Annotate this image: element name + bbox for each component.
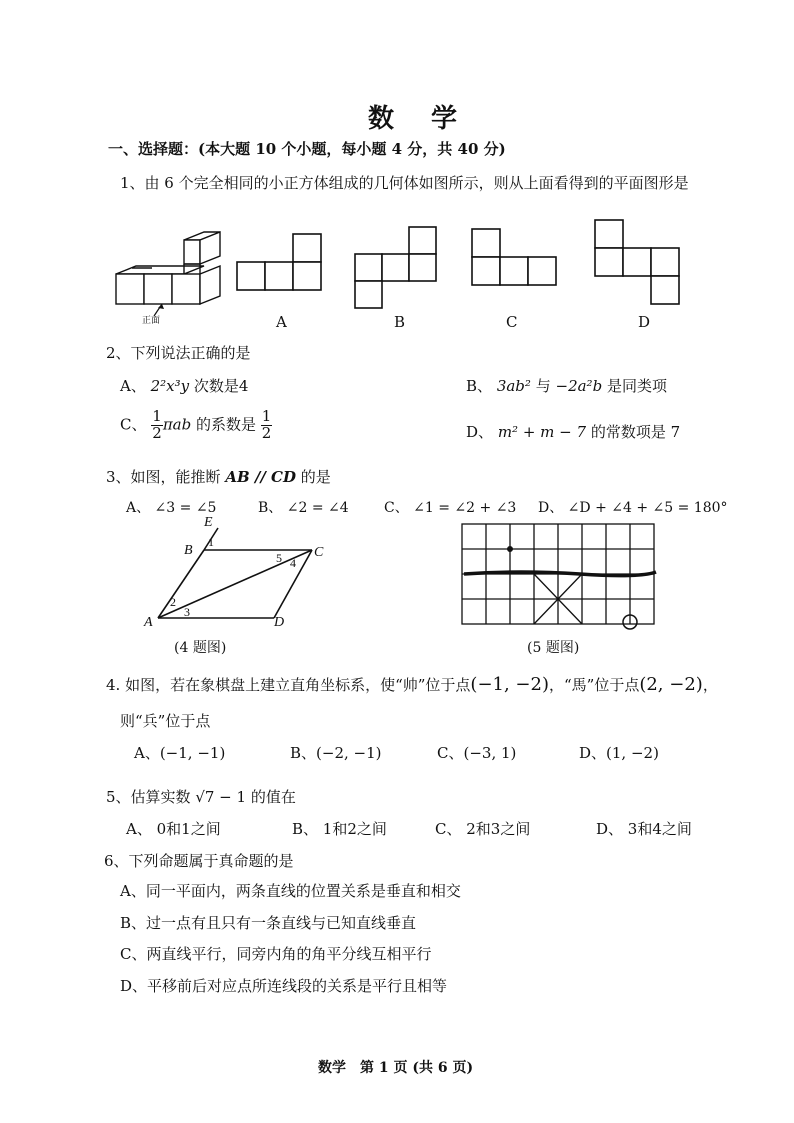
q3-option-d: D、 ∠D + ∠4 + ∠5 = 180°: [538, 500, 728, 516]
question-1-text: 1、由 6 个完全相同的小正方体组成的几何体如图所示，则从上面看得到的平面图形是: [120, 174, 689, 192]
q2-a-expr: 2²x³y: [150, 377, 190, 395]
q4-option-c: C、(−3, 1): [437, 744, 517, 762]
q2-d-expr: m² + m − 7: [497, 423, 587, 441]
q1-option-c-label: C: [506, 313, 518, 331]
q3-stem-expr: AB // CD: [225, 468, 296, 486]
front-label: 正面: [142, 316, 161, 326]
q4-line1-mid: ，“馬”位于点: [548, 676, 640, 694]
figure-4-caption: (4 题图): [174, 640, 227, 656]
q1-option-a-figure: [236, 232, 326, 292]
q2-b-expr1: 3ab²: [496, 377, 531, 395]
q1-option-c-figure: [471, 228, 561, 288]
q4-line1-prefix: 4. 如图，若在象棋盘上建立直角坐标系，使“帅”位于点: [106, 676, 471, 694]
figure-5-caption: (5 题图): [527, 640, 580, 656]
q3-option-b: B、 ∠2 = ∠4: [258, 500, 349, 516]
q2-c-mid: 的系数是: [196, 415, 257, 434]
q3-stem-prefix: 3、如图，能推断: [106, 468, 226, 486]
q5-option-d: D、 3和4之间: [596, 820, 692, 838]
q1-cube-figure: [112, 228, 222, 328]
q5-stem-prefix: 5、估算实数: [106, 788, 196, 806]
q5-stem-expr: √7 − 1: [195, 788, 247, 806]
q4-option-b: B、(−2, −1): [290, 744, 382, 762]
q2-d-prefix: D、: [466, 423, 494, 441]
q1-option-b-figure: [353, 225, 443, 315]
q5-option-c: C、 2和3之间: [435, 820, 531, 838]
q1-option-b-label: B: [394, 313, 406, 331]
section-heading: 一、选择题：(本大题 10 个小题，每小题 4 分，共 40 分): [108, 140, 506, 158]
fig4-angle-3: 3: [184, 605, 190, 619]
q3-stem-suffix: 的是: [295, 468, 331, 486]
fig4-label-c: C: [314, 545, 324, 560]
q1-option-a-label: A: [276, 313, 287, 331]
q2-c-den: 2: [152, 423, 162, 442]
fig4-label-a: A: [144, 615, 153, 630]
q5-option-a: A、 0和1之间: [126, 820, 221, 838]
page-footer: 数学 第 1 页 (共 6 页): [318, 1060, 474, 1076]
q6-option-b: B、过一点有且只有一条直线与已知直线垂直: [120, 914, 417, 932]
question-3-stem: [106, 466, 331, 487]
q4-option-a: A、(−1, −1): [134, 744, 226, 762]
page-title: 数 学: [368, 104, 472, 134]
fig4-angle-1: 1: [208, 535, 214, 549]
figure-5-chess-grid: [460, 522, 660, 632]
q2-option-c: [120, 409, 272, 442]
question-5-stem: [106, 786, 296, 807]
q6-option-d: D、平移前后对应点所连线段的关系是平行且相等: [120, 977, 448, 995]
fig4-angle-4: 4: [290, 556, 296, 570]
q2-b-expr2: −2a²b: [555, 377, 603, 395]
q2-b-mid: 与: [535, 377, 551, 395]
q4-line1-end: ，: [702, 676, 718, 694]
q2-b-suffix: 是同类项: [606, 377, 667, 395]
fig4-label-d: D: [274, 615, 285, 630]
question-4-line-2: 则“兵”位于点: [120, 712, 211, 730]
q4-point-shuai: (−1, −2): [470, 674, 549, 695]
q2-c-prefix: C、: [120, 415, 147, 434]
q5-option-b: B、 1和2之间: [292, 820, 387, 838]
fig4-label-e: E: [204, 515, 213, 530]
question-4-line-1: [106, 674, 718, 695]
fig4-angle-5: 5: [276, 551, 282, 565]
q2-c-fraction: [151, 409, 163, 442]
q2-a-prefix: A、: [120, 377, 146, 395]
fig4-label-b: B: [184, 543, 193, 558]
q2-option-d: [466, 421, 680, 442]
q2-c-expr: πab: [162, 415, 192, 434]
q1-option-d-figure: [594, 219, 684, 309]
q6-option-a: A、同一平面内，两条直线的位置关系是垂直和相交: [120, 882, 461, 900]
q5-stem-suffix: 的值在: [246, 788, 296, 806]
q3-option-c: C、 ∠1 = ∠2 + ∠3: [384, 500, 517, 516]
q2-d-suffix: 的常数项是 7: [590, 423, 681, 441]
q4-point-ma: (2, −2): [639, 674, 703, 695]
q2-option-a: [120, 375, 248, 396]
q3-option-a: A、 ∠3 = ∠5: [126, 500, 217, 516]
q4-option-d: D、(1, −2): [579, 744, 659, 762]
question-6-stem: 6、下列命题属于真命题的是: [104, 852, 294, 870]
q2-c-den2: 2: [261, 423, 272, 442]
figure-4-parallelogram: [140, 510, 340, 630]
q2-b-prefix: B、: [466, 377, 493, 395]
q2-c-num2: 1: [261, 407, 272, 425]
q6-option-c: C、两直线平行，同旁内角的角平分线互相平行: [120, 945, 432, 963]
fig4-angle-2: 2: [170, 595, 176, 609]
question-2-stem: 2、下列说法正确的是: [106, 344, 251, 362]
q2-c-num: 1: [152, 407, 162, 425]
q2-c-fraction-2: [261, 409, 273, 442]
q2-option-b: [466, 375, 667, 396]
q2-a-suffix: 次数是4: [193, 377, 249, 395]
q1-option-d-label: D: [638, 313, 651, 331]
